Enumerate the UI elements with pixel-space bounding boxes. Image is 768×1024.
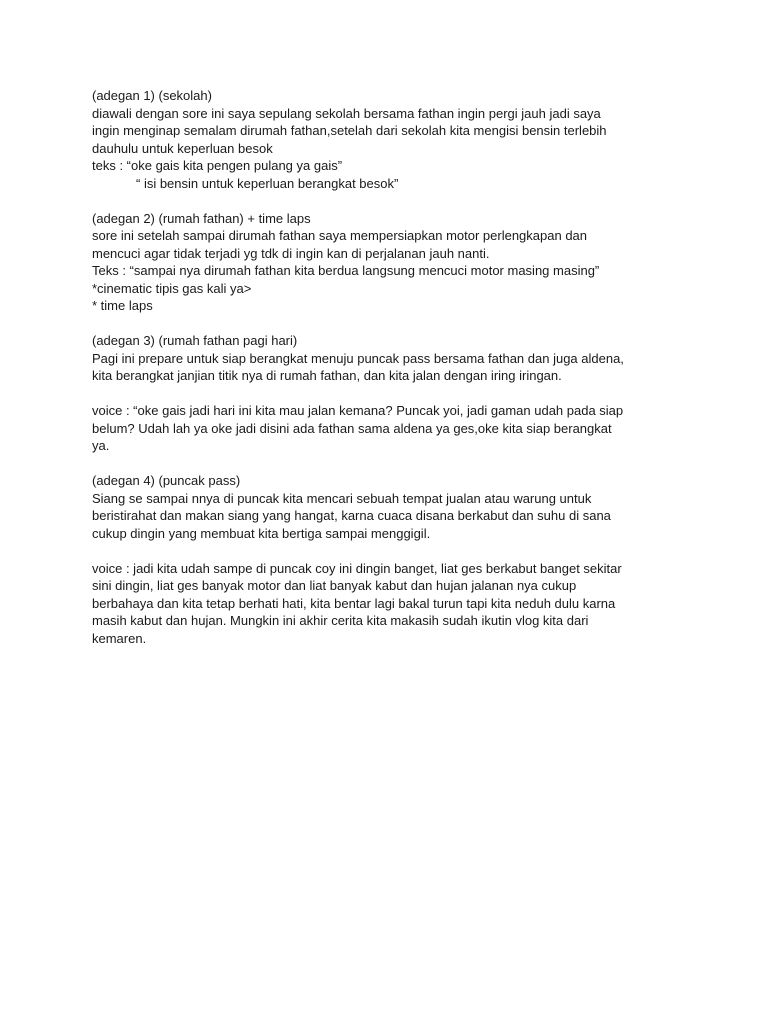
- scene1-text-line-indented: “ isi bensin untuk keperluan berangkat besok”: [136, 175, 399, 191]
- scene4-voice-line: sini dingin, liat ges banyak motor dan liat banyak kabut dan hujan jalanan nya cukup: [92, 578, 577, 593]
- scene4-voice-line: kemaren.: [92, 630, 147, 646]
- scene1-body-line: dauhulu untuk keperluan besok: [92, 140, 273, 156]
- paragraph-gap: [92, 192, 687, 210]
- scene2-note: * time laps: [92, 298, 153, 313]
- document-body: [92, 87, 687, 647]
- scene1-body-line: ingin menginap semalam dirumah fathan,setelah dari sekolah kita mengisi bensin terlebih: [92, 123, 607, 138]
- scene3-body-line: kita berangkat janjian titik nya di rumah fathan, dan kita jalan dengan iring iringan.: [92, 368, 562, 383]
- scene2-text-line: Teks : “sampai nya dirumah fathan kita berdua langsung mencuci motor masing masing”: [92, 263, 600, 278]
- scene4-voice-line: masih kabut dan hujan. Mungkin ini akhir cerita kita makasih sudah ikutin vlog kita dari: [92, 613, 589, 628]
- scene3-voice-line: belum? Udah lah ya oke jadi disini ada fathan sama aldena ya ges,oke kita siap berangkat: [92, 420, 612, 436]
- scene4-voice-line: voice : jadi kita udah sampe di puncak coy ini dingin banget, liat ges berkabut banget sekitar: [92, 560, 622, 576]
- scene1-body-line: diawali dengan sore ini saya sepulang sekolah bersama fathan ingin pergi jauh jadi saya: [92, 105, 601, 121]
- scene4-body-line: cukup dingin yang membuat kita bertiga sampai menggigil.: [92, 525, 431, 541]
- paragraph-gap: [92, 385, 687, 403]
- scene2-body-line: sore ini setelah sampai dirumah fathan saya mempersiapkan motor perlengkapan dan: [92, 228, 588, 243]
- scene3-heading: (adegan 3) (rumah fathan pagi hari): [92, 333, 298, 348]
- paragraph-gap: [92, 315, 687, 333]
- scene1-text-line: teks : “oke gais kita pengen pulang ya gais”: [92, 158, 343, 173]
- scene2-note: *cinematic tipis gas kali ya>: [92, 280, 252, 296]
- scene1-heading: (adegan 1) (sekolah): [92, 88, 212, 103]
- scene4-body-line: beristirahat dan makan siang yang hangat, karna cuaca disana berkabut dan suhu di sana: [92, 508, 611, 523]
- scene2-heading: (adegan 2) (rumah fathan) + time laps: [92, 210, 311, 226]
- scene3-body-line: Pagi ini prepare untuk siap berangkat menuju puncak pass bersama fathan dan juga aldena,: [92, 350, 624, 366]
- scene3-voice-line: voice : “oke gais jadi hari ini kita mau jalan kemana? Puncak yoi, jadi gaman udah pada siap: [92, 403, 624, 418]
- paragraph-gap: [92, 455, 687, 473]
- scene4-heading: (adegan 4) (puncak pass): [92, 473, 241, 488]
- paragraph-gap: [92, 542, 687, 560]
- scene4-body-line: Siang se sampai nnya di puncak kita mencari sebuah tempat jualan atau warung untuk: [92, 490, 592, 506]
- scene3-voice-line: ya.: [92, 438, 110, 453]
- scene4-voice-line: berbahaya dan kita tetap berhati hati, kita bentar lagi bakal turun tapi kita neduh dulu karna: [92, 595, 616, 611]
- scene2-body-line: mencuci agar tidak terjadi yg tdk di ingin kan di perjalanan jauh nanti.: [92, 245, 490, 261]
